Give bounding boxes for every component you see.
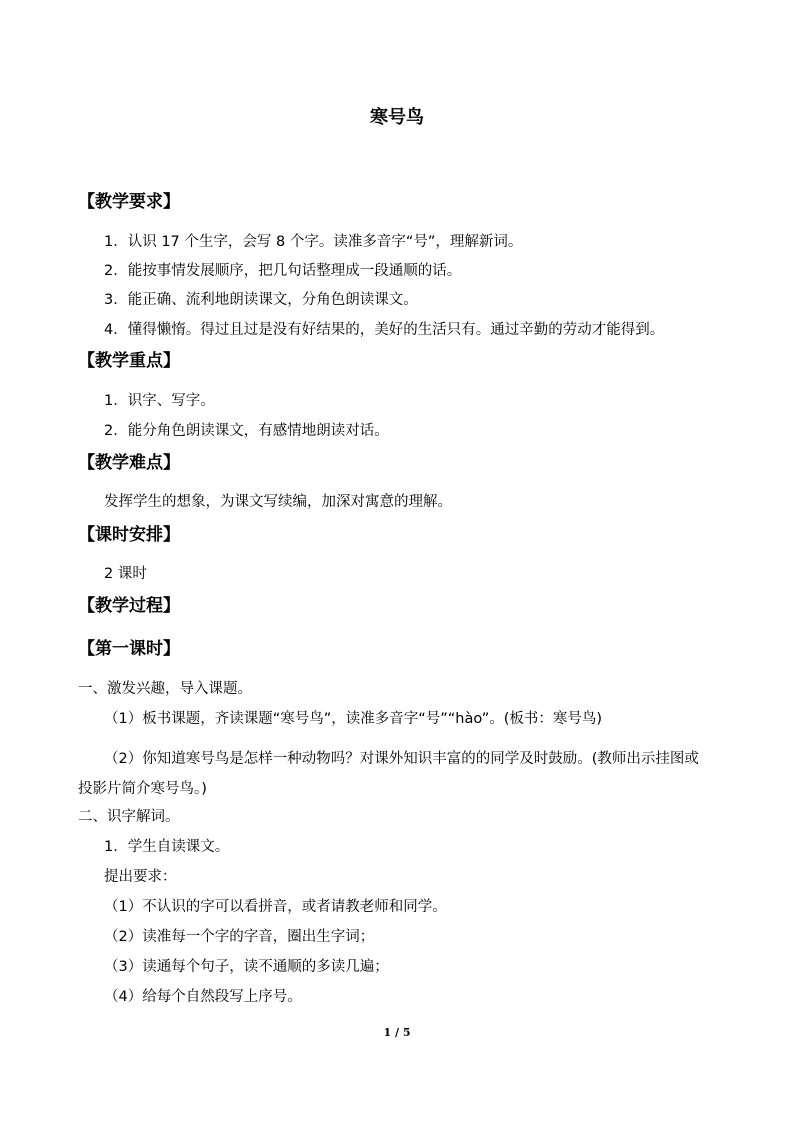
key-point-item: 1．识字、写字。: [104, 393, 215, 409]
page-number: 1 / 5: [383, 1026, 411, 1039]
requirements-heading: 【教学要求】: [78, 192, 180, 212]
difficulties-heading: 【教学难点】: [78, 453, 180, 473]
step-title: 一、激发兴趣，导入课题。: [78, 681, 252, 697]
requirement-sub-item: （4）给每个自然段写上序号。: [104, 989, 302, 1005]
key-point-item: 2．能分角色朗读课文，有感情地朗读对话。: [104, 423, 389, 439]
schedule-text: 2 课时: [104, 566, 147, 582]
process-heading: 【教学过程】: [78, 596, 180, 616]
requirement-sub-item: （3）读通每个句子，读不通顺的多读几遍；: [104, 959, 389, 975]
first-lesson-heading: 【第一课时】: [78, 639, 180, 659]
step-item: （1）板书课题，齐读课题“寒号鸟”，读准多音字“号”“hào”。(板书：寒号鸟): [104, 711, 603, 727]
requirement-sub-item: （1）不认识的字可以看拼音，或者请教老师和同学。: [104, 899, 447, 915]
step-title: 二、识字解词。: [78, 809, 180, 825]
schedule-heading: 【课时安排】: [78, 525, 180, 545]
document-title: 寒号鸟: [370, 107, 424, 128]
requirement-item: 1．认识 17 个生字，会写 8 个字。读准多音字“号”，理解新词。: [104, 234, 523, 250]
requirement-item: 3．能正确、流利地朗读课文，分角色朗读课文。: [104, 292, 418, 308]
step-sub-item: 1．学生自读课文。: [104, 839, 230, 855]
key-points-heading: 【教学重点】: [78, 351, 180, 371]
requirement-item: 4．懂得懒惰。得过且过是没有好结果的，美好的生活只有。通过辛勤的劳动才能得到。: [104, 322, 665, 338]
difficulties-text: 发挥学生的想象，为课文写续编，加深对寓意的理解。: [104, 494, 452, 510]
requirement-sub-item: （2）读准每一个字的字音，圈出生字词；: [104, 929, 375, 945]
step-item: （2）你知道寒号鸟是怎样一种动物吗？对课外知识丰富的的同学及时鼓励。(教师出示挂图或投影片简介寒号鸟。): [78, 751, 699, 797]
requirement-item: 2．能按事情发展顺序，把几句话整理成一段通顺的话。: [104, 263, 462, 279]
step-sub-item: 提出要求：: [104, 869, 177, 885]
